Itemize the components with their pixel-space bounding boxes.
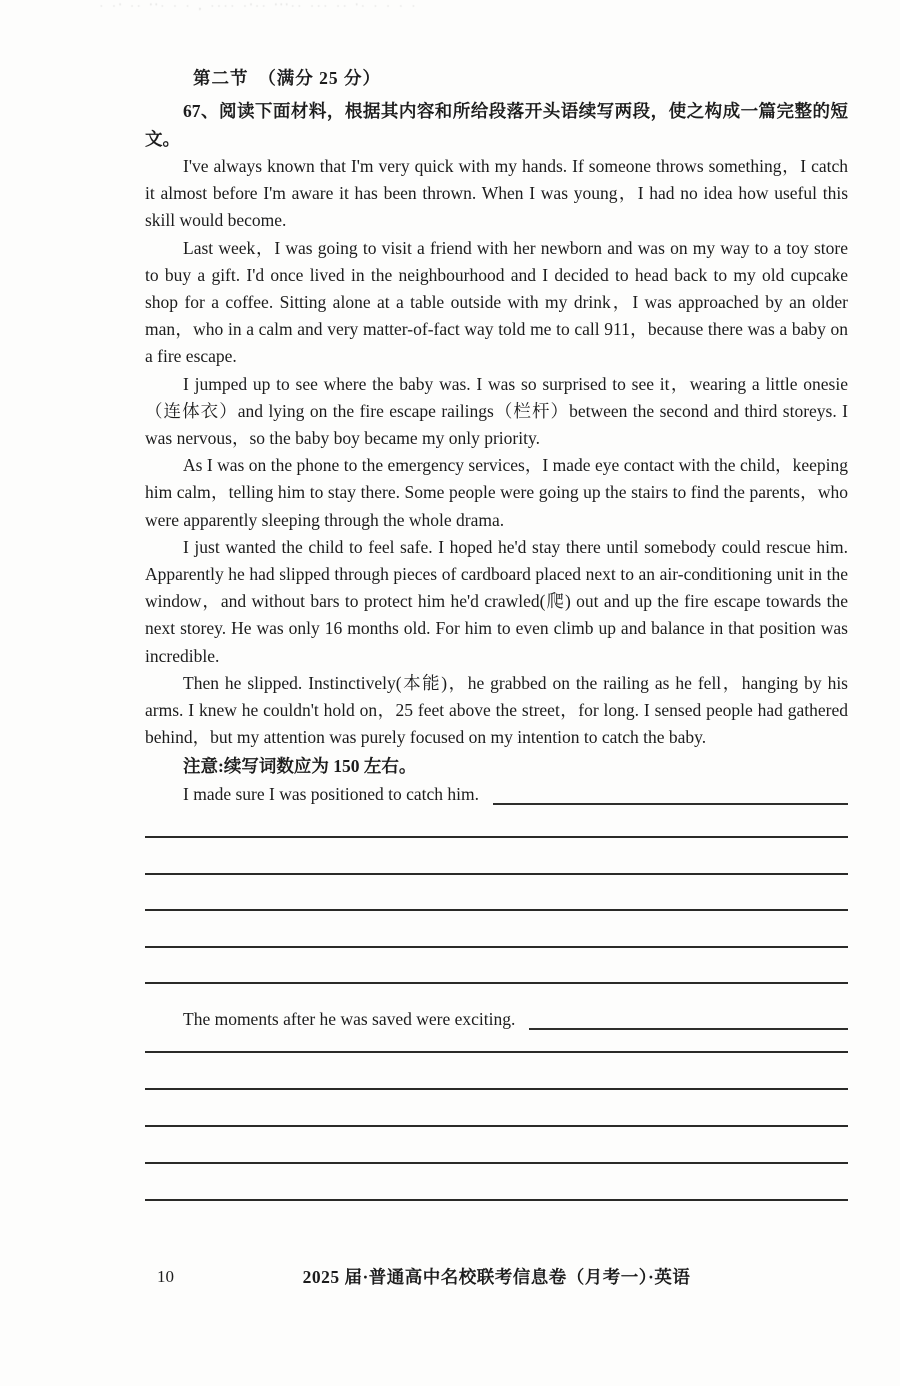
continuation-prompt-2-text: The moments after he was saved were exciting. [183, 1009, 516, 1030]
writing-line [145, 911, 848, 948]
continuation-prompt-1 [145, 780, 848, 808]
answer-lines-group-1 [145, 808, 848, 984]
passage-paragraph: I just wanted the child to feel safe. I hoped he'd stay there until somebody could rescue him. Apparently he had slipped through pieces of cardboard placed next to an air-conditioning unit in the window，and without bars to protect him he'd crawled(爬) out and up the fire escape towards the next storey. He was only 16 months old. For him to even climb up and balance in that position was incredible. [145, 536, 848, 666]
writing-line [145, 808, 848, 838]
passage-paragraph: I've always known that I'm very quick with my hands. If someone throws something，I catch it almost before I'm aware it has been thrown. When I was young，I had no idea how useful this skill would become. [145, 156, 848, 231]
writing-line [145, 1090, 848, 1127]
writing-line [145, 875, 848, 912]
passage-paragraph: I jumped up to see where the baby was. I was so surprised to see it，wearing a little onesie（连体衣）and lying on the fire escape railings（栏杆）between the second and third storeys. I was nervous，so the baby boy became my only priority. [145, 373, 848, 449]
continuation-prompt-1-text: I made sure I was positioned to catch him. [183, 784, 479, 805]
passage-paragraph: Then he slipped. Instinctively(本能)，he grabbed on the railing as he fell，hanging by his arms. I knew he couldn't hold on，25 feet above the street，for long. I sensed people had gathered behind，but my attention was purely focused on my intention to catch the baby. [145, 672, 848, 748]
answer-lines-group-2 [145, 1033, 848, 1201]
writing-line [145, 838, 848, 875]
page-footer [145, 1262, 848, 1292]
writing-line [145, 1127, 848, 1164]
writing-line [145, 1053, 848, 1090]
section-header: 第二节 （满分 25 分） [193, 68, 381, 88]
writing-line [145, 1033, 848, 1053]
question-intro: 67、阅读下面材料，根据其内容和所给段落开头语续写两段，使之构成一篇完整的短文。 [145, 101, 848, 149]
passage-paragraph: Last week，I was going to visit a friend with her newborn and was on my way to a toy store to buy a gift. I'd once lived in the neighbourhood and I decided to head back to my old cupcake shop for a coffee. Sitting alone at a table outside with my drink，I was approached by an older man，who in a calm and very matter-of-fact way told me to call 911，because there was a baby on a fire escape. [145, 237, 848, 367]
word-count-notice: 注意:续写词数应为 150 左右。 [183, 756, 417, 777]
writing-line [145, 948, 848, 985]
answer-underline [493, 803, 848, 805]
passage-paragraph: As I was on the phone to the emergency services，I made eye contact with the child，keeping him calm，telling him to stay there. Some people were going up the stairs to find the parents，who were apparently sleeping through the whole drama. [145, 455, 848, 530]
answer-underline [529, 1028, 848, 1030]
exam-title: 2025 届·普通高中名校联考信息卷（月考一）·英语 [302, 1267, 691, 1287]
scan-artifact-strip: · ·' ·· ''· · · , ···· ·'·· '''·· ··· ·· '· · · · · [100, 2, 419, 11]
page-number: 10 [157, 1267, 174, 1286]
page-content [145, 64, 848, 1201]
continuation-prompt-2 [145, 1005, 848, 1033]
reading-passage [145, 153, 848, 751]
writing-line [145, 1164, 848, 1201]
